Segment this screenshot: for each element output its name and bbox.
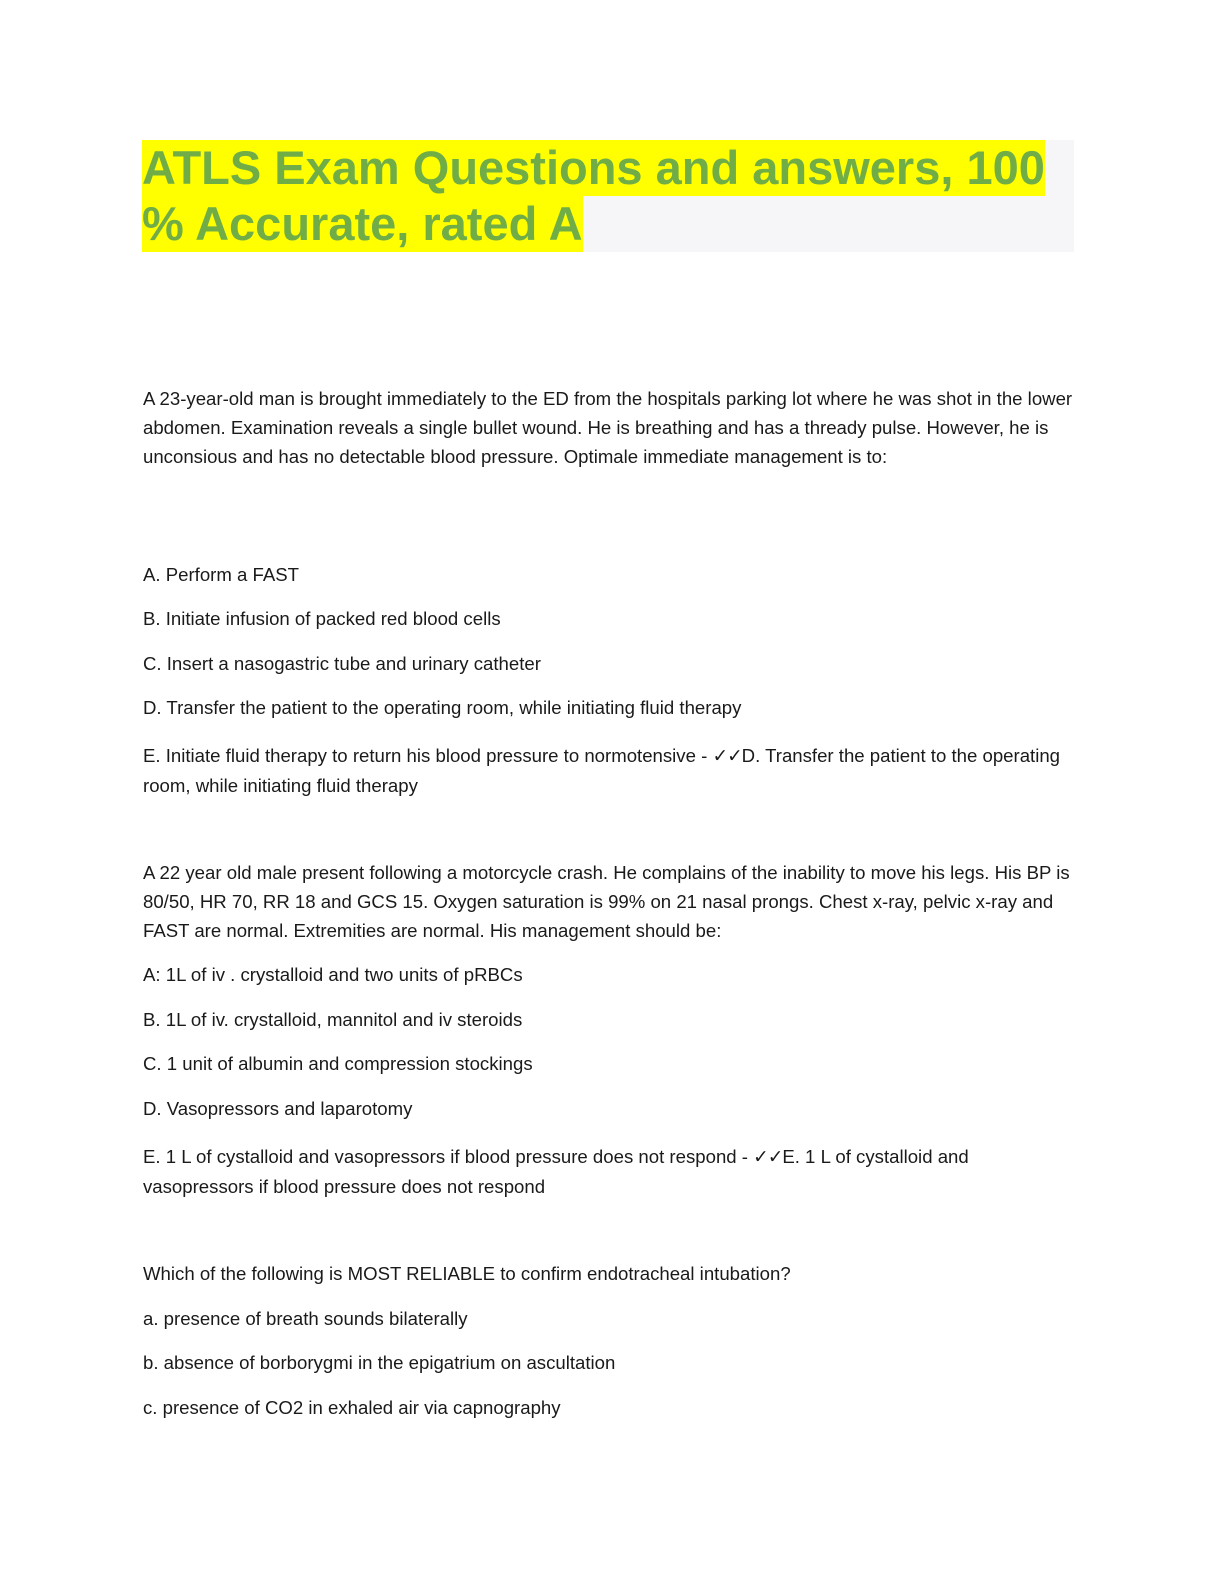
title-line-2: % Accurate, rated A (142, 197, 583, 250)
question-3-stem: Which of the following is MOST RELIABLE to confirm endotracheal intubation? (143, 1263, 791, 1284)
question-2-stem: A 22 year old male present following a motorcycle crash. He complains of the inability to move his legs. His BP is 80/50, HR 70, RR 18 and GCS 15. Oxygen saturation is 99% on 21 nasal prongs. Chest x-ray, pelvic x-ray and FAST are normal. Extremities are normal. His management should be: (143, 862, 1070, 941)
question-2-option-e: E. 1 L of cystalloid and vasopressors if blood pressure does not respond - (143, 1146, 754, 1167)
check-mark-icon: ✓✓ (753, 1147, 783, 1168)
question-2-option-a: A: 1L of iv . crystalloid and two units of pRBCs (143, 964, 523, 985)
check-mark-icon: ✓✓ (712, 746, 742, 767)
question-1-option-e: E. Initiate fluid therapy to return his blood pressure to normotensive - (143, 745, 713, 766)
question-3-option-b: b. absence of borborygmi in the epigatrium on ascultation (143, 1352, 616, 1373)
title-line-1: ATLS Exam Questions and answers, 100 (142, 141, 1045, 194)
question-2-option-e-with-answer (143, 1142, 1078, 1201)
question-2-option-b: B. 1L of iv. crystalloid, mannitol and iv steroids (143, 1009, 523, 1030)
question-1-option-c: C. Insert a nasogastric tube and urinary catheter (143, 653, 541, 674)
question-1-option-b: B. Initiate infusion of packed red blood cells (143, 608, 501, 629)
question-2-answer: E. 1 L of cystalloid and vasopressors if blood pressure does not respond (143, 1146, 969, 1197)
question-2-option-d: D. Vasopressors and laparotomy (143, 1098, 413, 1119)
document-title (142, 140, 1074, 252)
question-1-option-a: A. Perform a FAST (143, 564, 300, 585)
question-1-option-e-with-answer (143, 741, 1078, 800)
question-3-option-a: a. presence of breath sounds bilaterally (143, 1308, 468, 1329)
question-3-option-c: c. presence of CO2 in exhaled air via capnography (143, 1397, 561, 1418)
question-1-stem: A 23-year-old man is brought immediately to the ED from the hospitals parking lot where he was shot in the lower abdomen. Examination reveals a single bullet wound. He is breathing and has a thready pulse. However, he is unconsious and has no detectable blood pressure. Optimale immediate management is to: (143, 388, 1073, 467)
question-2-option-c: C. 1 unit of albumin and compression stockings (143, 1053, 533, 1074)
question-1-answer: D. Transfer the patient to the operating room, while initiating fluid therapy (143, 745, 1061, 796)
question-1-option-d: D. Transfer the patient to the operating room, while initiating fluid therapy (143, 697, 742, 718)
